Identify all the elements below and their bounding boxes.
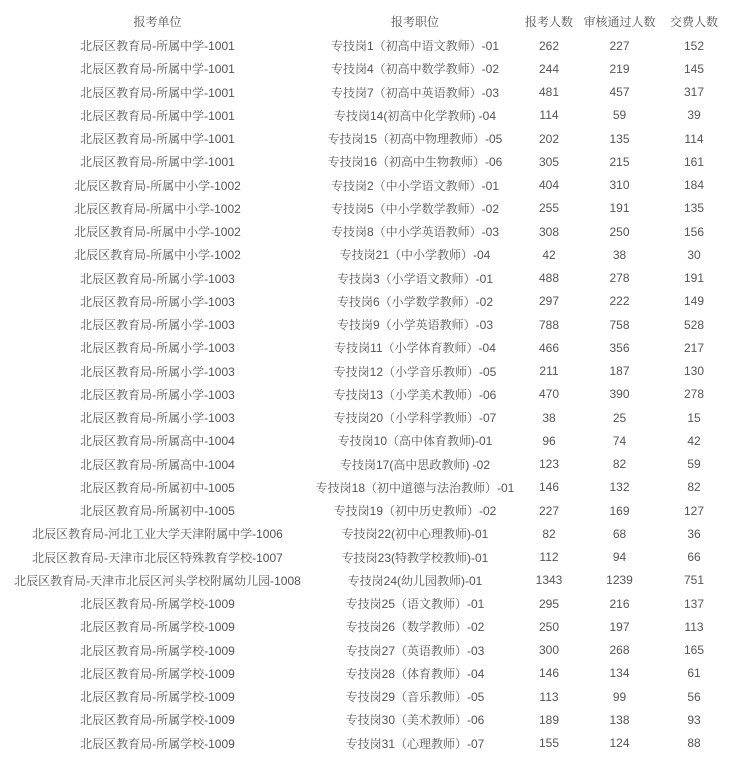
cell-position: 专技岗1（初高中语文教师）-01	[330, 39, 500, 54]
table-row	[0, 592, 732, 615]
cell-approved: 99	[612, 689, 627, 704]
table-row	[0, 34, 732, 57]
column-header-position: 报考职位	[390, 14, 439, 29]
cell-applicants: 308	[538, 224, 560, 239]
cell-applicants: 305	[538, 154, 560, 169]
cell-unit: 北辰区教育局-所属高中-1004	[80, 457, 235, 472]
cell-approved: 268	[609, 643, 630, 658]
column-header-approved: 审核通过人数	[583, 14, 656, 29]
cell-unit: 北辰区教育局-所属中学-1001	[80, 85, 235, 100]
table-row	[0, 220, 732, 243]
cell-position: 专技岗15（初高中物理教师）-05	[327, 132, 503, 147]
cell-approved: 758	[609, 317, 630, 332]
cell-unit: 北辰区教育局-所属中小学-1002	[74, 225, 241, 240]
cell-applicants: 146	[538, 480, 560, 495]
cell-applicants: 466	[538, 340, 560, 355]
cell-paid: 82	[687, 480, 701, 495]
cell-position: 专技岗5（中小学数学教师）-02	[330, 201, 500, 216]
cell-paid: 39	[687, 108, 701, 123]
cell-position: 专技岗8（中小学英语教师）-03	[330, 225, 500, 240]
cell-position: 专技岗26（数学教师）-02	[345, 620, 485, 635]
table-row	[0, 406, 732, 429]
cell-position: 专技岗29（音乐教师）-05	[345, 690, 485, 705]
cell-applicants: 38	[542, 410, 556, 425]
table-row	[0, 81, 732, 104]
cell-applicants: 404	[538, 178, 560, 193]
cell-unit: 北辰区教育局-所属学校-1009	[80, 736, 235, 751]
cell-approved: 132	[609, 480, 630, 495]
cell-approved: 197	[609, 619, 630, 634]
table-row	[0, 499, 732, 522]
cell-approved: 138	[609, 712, 630, 727]
cell-unit: 北辰区教育局-所属小学-1003	[80, 318, 235, 333]
table-row	[0, 708, 732, 731]
cell-paid: 528	[683, 317, 705, 332]
cell-approved: 1239	[606, 573, 633, 588]
cell-approved: 310	[609, 178, 630, 193]
cell-paid: 114	[684, 131, 704, 146]
cell-applicants: 788	[538, 317, 560, 332]
cell-position: 专技岗22(初中心理教师)-01	[341, 527, 489, 542]
recruitment-table	[0, 8, 732, 755]
cell-unit: 北辰区教育局-所属初中-1005	[80, 480, 235, 495]
table-row	[0, 569, 732, 592]
cell-position: 专技岗27（英语教师）-03	[345, 643, 485, 658]
cell-position: 专技岗20（小学科学教师）-07	[333, 411, 497, 426]
cell-approved: 356	[609, 340, 630, 355]
cell-unit: 北辰区教育局-所属中小学-1002	[74, 248, 241, 263]
cell-approved: 68	[612, 526, 627, 541]
cell-position: 专技岗16（初高中生物教师）-06	[327, 155, 503, 170]
cell-paid: 217	[683, 340, 705, 355]
table-head	[0, 8, 732, 34]
cell-applicants: 82	[542, 526, 556, 541]
table-row	[0, 453, 732, 476]
cell-paid: 278	[683, 387, 705, 402]
cell-applicants: 123	[538, 457, 560, 472]
cell-paid: 165	[683, 643, 705, 658]
table-row	[0, 522, 732, 545]
cell-unit: 北辰区教育局-所属中小学-1002	[74, 201, 241, 216]
cell-approved: 215	[609, 154, 630, 169]
cell-unit: 北辰区教育局-所属中学-1001	[80, 108, 235, 123]
cell-paid: 56	[687, 689, 701, 704]
cell-unit: 北辰区教育局-所属小学-1003	[80, 294, 235, 309]
cell-applicants: 488	[538, 271, 560, 286]
cell-approved: 82	[612, 457, 627, 472]
cell-position: 专技岗21（中小学教师）-04	[339, 248, 491, 263]
cell-position: 专技岗25（语文教师）-01	[345, 597, 485, 612]
table-row	[0, 336, 732, 359]
cell-paid: 113	[684, 619, 704, 634]
cell-unit: 北辰区教育局-所属学校-1009	[80, 690, 235, 705]
cell-applicants: 470	[538, 387, 560, 402]
cell-paid: 15	[687, 410, 701, 425]
table-row	[0, 127, 732, 150]
table-row	[0, 197, 732, 220]
cell-paid: 161	[683, 154, 705, 169]
cell-applicants: 112	[539, 550, 559, 565]
cell-unit: 北辰区教育局-所属高中-1004	[80, 434, 235, 449]
table-row	[0, 174, 732, 197]
cell-position: 专技岗3（小学语文教师）-01	[336, 271, 494, 286]
cell-approved: 38	[612, 247, 627, 262]
cell-unit: 北辰区教育局-所属中学-1001	[80, 39, 235, 54]
column-header-paid: 交费人数	[669, 14, 718, 29]
cell-approved: 457	[609, 85, 630, 100]
cell-position: 专技岗7（初高中英语教师）-03	[330, 85, 500, 100]
cell-position: 专技岗17(高中思政教师) -02	[339, 457, 491, 472]
cell-position: 专技岗23(特教学校教师)-01	[341, 550, 489, 565]
cell-position: 专技岗30（美术教师）-06	[345, 713, 485, 728]
cell-applicants: 227	[538, 503, 560, 518]
cell-unit: 北辰区教育局-所属中学-1001	[80, 132, 235, 147]
cell-approved: 25	[612, 410, 627, 425]
cell-applicants: 1343	[535, 573, 563, 588]
cell-unit: 北辰区教育局-天津市北辰区河头学校附属幼儿园-1008	[14, 573, 301, 588]
cell-paid: 30	[687, 247, 701, 262]
cell-paid: 137	[683, 596, 705, 611]
cell-position: 专技岗13（小学美术教师）-06	[333, 387, 497, 402]
cell-applicants: 146	[538, 666, 560, 681]
cell-unit: 北辰区教育局-所属学校-1009	[80, 713, 235, 728]
cell-unit: 北辰区教育局-所属中小学-1002	[74, 178, 241, 193]
table-row	[0, 685, 732, 708]
table-row	[0, 546, 732, 569]
cell-position: 专技岗14(初高中化学教师) -04	[333, 108, 497, 123]
cell-position: 专技岗24(幼儿园教师)-01	[347, 573, 483, 588]
cell-position: 专技岗18（初中道德与法治教师）-01	[315, 480, 515, 495]
cell-position: 专技岗6（小学数学教师）-02	[336, 294, 494, 309]
cell-position: 专技岗11（小学体育教师）-04	[334, 341, 496, 356]
cell-unit: 北辰区教育局-所属学校-1009	[80, 597, 235, 612]
cell-approved: 74	[612, 433, 627, 448]
cell-applicants: 42	[542, 247, 556, 262]
cell-position: 专技岗12（小学音乐教师）-05	[333, 364, 497, 379]
cell-approved: 219	[609, 61, 630, 76]
cell-unit: 北辰区教育局-所属学校-1009	[80, 643, 235, 658]
cell-applicants: 189	[538, 712, 560, 727]
cell-approved: 216	[609, 596, 630, 611]
cell-paid: 127	[683, 503, 705, 518]
table-header-row	[0, 8, 732, 34]
cell-applicants: 481	[538, 85, 560, 100]
table-row	[0, 662, 732, 685]
cell-approved: 278	[609, 271, 630, 286]
cell-applicants: 262	[538, 38, 560, 53]
cell-applicants: 155	[538, 736, 560, 751]
column-header-applicants: 报考人数	[524, 14, 573, 29]
table-row	[0, 360, 732, 383]
table-row	[0, 383, 732, 406]
table-row	[0, 639, 732, 662]
table-row	[0, 243, 732, 266]
cell-unit: 北辰区教育局-河北工业大学天津附属中学-1006	[32, 527, 283, 542]
cell-paid: 59	[687, 457, 701, 472]
cell-position: 专技岗28（体育教师）-04	[345, 666, 485, 681]
cell-paid: 184	[683, 178, 705, 193]
cell-paid: 66	[687, 550, 701, 565]
cell-paid: 152	[683, 38, 705, 53]
cell-position: 专技岗19（初中历史教师）-02	[333, 504, 497, 519]
cell-applicants: 255	[538, 201, 560, 216]
table-row	[0, 732, 732, 755]
cell-applicants: 114	[539, 108, 559, 123]
cell-unit: 北辰区教育局-所属学校-1009	[80, 666, 235, 681]
table-row	[0, 150, 732, 173]
cell-applicants: 211	[539, 364, 559, 379]
cell-position: 专技岗9（小学英语教师）-03	[336, 318, 494, 333]
cell-paid: 135	[683, 201, 705, 216]
cell-approved: 191	[609, 201, 630, 216]
cell-applicants: 295	[538, 596, 560, 611]
cell-approved: 222	[609, 294, 630, 309]
cell-approved: 124	[609, 736, 630, 751]
cell-unit: 北辰区教育局-所属中学-1001	[80, 155, 235, 170]
table-row	[0, 104, 732, 127]
cell-approved: 134	[609, 666, 630, 681]
column-header-unit: 报考单位	[133, 14, 182, 29]
table-body	[0, 34, 732, 755]
cell-applicants: 300	[538, 643, 560, 658]
cell-position: 专技岗2（中小学语文教师）-01	[330, 178, 500, 193]
cell-position: 专技岗31（心理教师）-07	[345, 736, 485, 751]
table-row	[0, 57, 732, 80]
cell-unit: 北辰区教育局-所属中学-1001	[80, 62, 235, 77]
cell-unit: 北辰区教育局-所属小学-1003	[80, 364, 235, 379]
cell-applicants: 96	[542, 433, 556, 448]
cell-applicants: 202	[538, 131, 560, 146]
cell-approved: 250	[609, 224, 630, 239]
table-row	[0, 267, 732, 290]
cell-paid: 156	[683, 224, 705, 239]
cell-applicants: 250	[538, 619, 560, 634]
cell-paid: 317	[683, 85, 705, 100]
cell-position: 专技岗4（初高中数学教师）-02	[330, 62, 500, 77]
cell-unit: 北辰区教育局-所属小学-1003	[80, 341, 235, 356]
cell-paid: 130	[683, 364, 705, 379]
cell-approved: 187	[609, 364, 630, 379]
cell-paid: 191	[683, 271, 705, 286]
cell-unit: 北辰区教育局-所属初中-1005	[80, 504, 235, 519]
cell-paid: 61	[687, 666, 701, 681]
cell-paid: 145	[683, 61, 705, 76]
cell-applicants: 244	[538, 61, 560, 76]
cell-approved: 169	[609, 503, 630, 518]
cell-unit: 北辰区教育局-天津市北辰区特殊教育学校-1007	[32, 550, 283, 565]
table-row	[0, 429, 732, 452]
cell-paid: 93	[687, 712, 701, 727]
table-row	[0, 476, 732, 499]
cell-approved: 94	[612, 550, 627, 565]
cell-applicants: 113	[539, 689, 559, 704]
cell-unit: 北辰区教育局-所属小学-1003	[80, 271, 235, 286]
cell-unit: 北辰区教育局-所属学校-1009	[80, 620, 235, 635]
cell-paid: 751	[683, 573, 705, 588]
cell-paid: 88	[687, 736, 701, 751]
cell-unit: 北辰区教育局-所属小学-1003	[80, 411, 235, 426]
table-row	[0, 313, 732, 336]
cell-position: 专技岗10（高中体育教师)-01	[337, 434, 493, 449]
cell-applicants: 297	[538, 294, 560, 309]
cell-paid: 36	[687, 526, 701, 541]
cell-approved: 59	[612, 108, 627, 123]
cell-paid: 149	[683, 294, 705, 309]
cell-unit: 北辰区教育局-所属小学-1003	[80, 387, 235, 402]
cell-approved: 390	[609, 387, 630, 402]
cell-approved: 227	[609, 38, 630, 53]
table-row	[0, 290, 732, 313]
cell-paid: 42	[687, 433, 701, 448]
table-row	[0, 615, 732, 638]
cell-approved: 135	[609, 131, 630, 146]
